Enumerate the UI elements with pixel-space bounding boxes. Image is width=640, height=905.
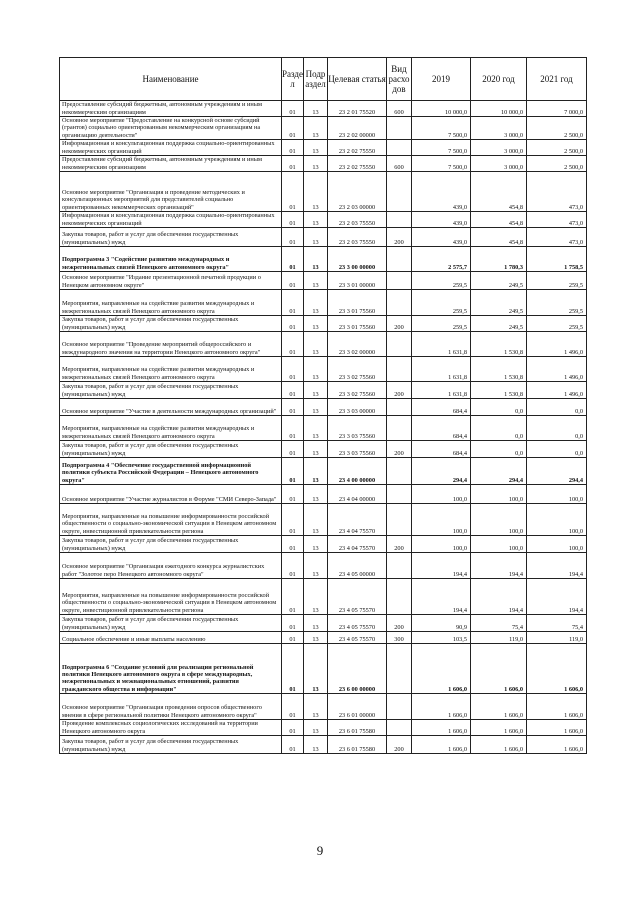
row-subsection: 13: [304, 172, 328, 212]
table-row: [60, 316, 587, 332]
row-value-2021: 1 496,0: [527, 357, 587, 382]
row-value-2021: 1 496,0: [527, 332, 587, 357]
row-value-2020: 194,4: [471, 579, 527, 615]
row-name: Закупка товаров, работ и услуг для обеспечения государственных (муниципальных) нужд: [60, 736, 282, 754]
row-name: Предоставление субсидий бюджетным, автономным учреждениям и иным некоммерческим организациям: [60, 156, 282, 172]
row-section: 01: [282, 736, 304, 754]
row-name: Основное мероприятие "Организация ежегодного конкурса журналистских работ "Золотое перо Ненецкого автономного округа": [60, 553, 282, 579]
row-value-2021: 2 500,0: [527, 117, 587, 140]
row-subsection: 13: [304, 290, 328, 316]
header-year-2020: 2020 год: [471, 58, 527, 101]
row-name: Основное мероприятие "Участие в деятельности международных организаций": [60, 399, 282, 416]
row-value-2019: 90,9: [412, 615, 471, 632]
row-subsection: 13: [304, 458, 328, 485]
row-value-2020: 1 606,0: [471, 736, 527, 754]
row-value-2021: 194,4: [527, 579, 587, 615]
row-subsection: 13: [304, 416, 328, 441]
row-expense-type: [387, 399, 412, 416]
row-value-2021: 0,0: [527, 399, 587, 416]
table-row: [60, 357, 587, 382]
row-value-2020: 3 000,0: [471, 140, 527, 156]
row-value-2019: 1 606,0: [412, 694, 471, 720]
row-subsection: 13: [304, 536, 328, 553]
row-value-2019: 1 631,8: [412, 332, 471, 357]
row-subsection: 13: [304, 615, 328, 632]
row-subsection: 13: [304, 632, 328, 644]
row-value-2019: 259,5: [412, 290, 471, 316]
row-expense-type: 200: [387, 615, 412, 632]
row-value-2020: 454,8: [471, 212, 527, 228]
row-value-2019: 1 606,0: [412, 644, 471, 694]
header-name: Наименование: [60, 58, 282, 101]
row-value-2020: 0,0: [471, 399, 527, 416]
row-name: Закупка товаров, работ и услуг для обеспечения государственных (муниципальных) нужд: [60, 615, 282, 632]
table-row: [60, 272, 587, 290]
row-name: Подпрограмма 6 "Создание условий для реализации региональной политики Ненецкого автономного округа в сфере международных, межрегиональных и межнациональных отношений, развития гражданского общества и информации": [60, 644, 282, 694]
row-section: 01: [282, 536, 304, 553]
row-target-article: 23 3 02 75560: [328, 382, 387, 399]
row-value-2019: 259,5: [412, 272, 471, 290]
row-subsection: 13: [304, 247, 328, 272]
row-subsection: 13: [304, 228, 328, 247]
row-name: Мероприятия, направленные на повышение информированности российской общественности о социально-экономической ситуации в Ненецком автономном округе, инвестиционной привлекательности региона: [60, 504, 282, 536]
row-section: 01: [282, 720, 304, 736]
row-section: 01: [282, 212, 304, 228]
row-expense-type: 200: [387, 736, 412, 754]
row-name: Основное мероприятие "Организация и проведение методических и консультационных мероприятий для представителей социально ориентированных некоммерческих организаций": [60, 172, 282, 212]
row-subsection: 13: [304, 736, 328, 754]
row-value-2019: 7 500,0: [412, 117, 471, 140]
row-value-2021: 1 606,0: [527, 720, 587, 736]
row-target-article: 23 3 01 00000: [328, 272, 387, 290]
row-value-2021: 1 758,5: [527, 247, 587, 272]
row-value-2020: 3 000,0: [471, 156, 527, 172]
table-row: [60, 694, 587, 720]
row-value-2019: 7 500,0: [412, 140, 471, 156]
row-value-2019: 100,0: [412, 536, 471, 553]
row-section: 01: [282, 140, 304, 156]
row-value-2020: 1 530,8: [471, 382, 527, 399]
table-row: [60, 228, 587, 247]
row-value-2021: 100,0: [527, 504, 587, 536]
row-name: Основное мероприятие "Организация проведения опросов общественного мнения в сфере региональной политики Ненецкого автономного округа": [60, 694, 282, 720]
row-section: 01: [282, 416, 304, 441]
row-section: 01: [282, 694, 304, 720]
row-value-2020: 0,0: [471, 416, 527, 441]
table-row: [60, 553, 587, 579]
row-section: 01: [282, 441, 304, 458]
row-value-2019: 439,0: [412, 212, 471, 228]
row-value-2019: 1 631,8: [412, 357, 471, 382]
row-section: 01: [282, 272, 304, 290]
row-section: 01: [282, 458, 304, 485]
row-expense-type: 600: [387, 101, 412, 117]
row-value-2021: 473,0: [527, 228, 587, 247]
row-value-2021: 75,4: [527, 615, 587, 632]
row-value-2019: 294,4: [412, 458, 471, 485]
row-value-2020: 1 530,8: [471, 357, 527, 382]
row-value-2019: 439,0: [412, 172, 471, 212]
row-value-2020: 0,0: [471, 441, 527, 458]
row-target-article: 23 3 03 75560: [328, 441, 387, 458]
row-value-2020: 249,5: [471, 272, 527, 290]
table-row: [60, 117, 587, 140]
row-expense-type: [387, 247, 412, 272]
row-subsection: 13: [304, 485, 328, 504]
row-expense-type: 600: [387, 156, 412, 172]
row-subsection: 13: [304, 332, 328, 357]
header-section: Разде л: [282, 58, 304, 101]
row-value-2019: 2 575,7: [412, 247, 471, 272]
row-name: Закупка товаров, работ и услуг для обеспечения государственных (муниципальных) нужд: [60, 536, 282, 553]
row-expense-type: [387, 272, 412, 290]
row-expense-type: [387, 172, 412, 212]
row-value-2019: 439,0: [412, 228, 471, 247]
row-subsection: 13: [304, 156, 328, 172]
row-subsection: 13: [304, 357, 328, 382]
row-subsection: 13: [304, 382, 328, 399]
row-target-article: 23 6 01 00000: [328, 694, 387, 720]
row-value-2020: 119,0: [471, 632, 527, 644]
row-value-2020: 1 780,3: [471, 247, 527, 272]
row-expense-type: [387, 357, 412, 382]
row-subsection: 13: [304, 212, 328, 228]
table-row: [60, 101, 587, 117]
table-row: [60, 736, 587, 754]
row-target-article: 23 4 00 00000: [328, 458, 387, 485]
row-subsection: 13: [304, 316, 328, 332]
row-name: Основное мероприятие "Участие журналистов в Форуме "СМИ Северо-Запада": [60, 485, 282, 504]
row-expense-type: [387, 553, 412, 579]
row-expense-type: [387, 644, 412, 694]
row-expense-type: 200: [387, 382, 412, 399]
table-row: [60, 290, 587, 316]
table-row: [60, 382, 587, 399]
table-row: [60, 247, 587, 272]
table-row: [60, 632, 587, 644]
row-name: Основное мероприятие "Проведение мероприятий общероссийского и международного значения на территории Ненецкого автономного округа": [60, 332, 282, 357]
table-row: [60, 332, 587, 357]
row-target-article: 23 2 02 00000: [328, 117, 387, 140]
row-value-2019: 100,0: [412, 504, 471, 536]
row-subsection: 13: [304, 117, 328, 140]
row-target-article: 23 2 03 75550: [328, 228, 387, 247]
row-value-2021: 473,0: [527, 172, 587, 212]
row-value-2020: 100,0: [471, 485, 527, 504]
row-name: Закупка товаров, работ и услуг для обеспечения государственных (муниципальных) нужд: [60, 441, 282, 458]
row-subsection: 13: [304, 504, 328, 536]
row-expense-type: [387, 212, 412, 228]
row-expense-type: [387, 694, 412, 720]
table-row: [60, 399, 587, 416]
row-name: Мероприятия, направленные на содействие развития международных и межрегиональных связей Ненецкого автономного округа: [60, 416, 282, 441]
row-section: 01: [282, 485, 304, 504]
row-value-2021: 0,0: [527, 441, 587, 458]
table-row: [60, 416, 587, 441]
row-expense-type: [387, 290, 412, 316]
row-name: Информационная и консультационная поддержка социально-ориентированных некоммерческих организаций: [60, 140, 282, 156]
header-expense-type: Вид расхо дов: [387, 58, 412, 101]
row-value-2020: 194,4: [471, 553, 527, 579]
row-name: Мероприятия, направленные на содействие развития международных и межрегиональных связей Ненецкого автономного округа: [60, 357, 282, 382]
row-target-article: 23 6 00 00000: [328, 644, 387, 694]
table-row: [60, 579, 587, 615]
row-value-2019: 7 500,0: [412, 156, 471, 172]
row-section: 01: [282, 615, 304, 632]
row-expense-type: [387, 416, 412, 441]
row-subsection: 13: [304, 644, 328, 694]
row-value-2019: 100,0: [412, 485, 471, 504]
table-row: [60, 615, 587, 632]
row-section: 01: [282, 290, 304, 316]
table-row: [60, 156, 587, 172]
row-value-2020: 75,4: [471, 615, 527, 632]
row-target-article: 23 4 04 75570: [328, 504, 387, 536]
row-expense-type: 200: [387, 536, 412, 553]
row-section: 01: [282, 101, 304, 117]
row-section: 01: [282, 632, 304, 644]
row-value-2019: 10 000,0: [412, 101, 471, 117]
row-section: 01: [282, 156, 304, 172]
header-year-2019: 2019: [412, 58, 471, 101]
row-value-2020: 3 000,0: [471, 117, 527, 140]
row-target-article: 23 3 00 00000: [328, 247, 387, 272]
row-value-2020: 1 530,8: [471, 332, 527, 357]
row-target-article: 23 4 05 75570: [328, 615, 387, 632]
row-value-2021: 100,0: [527, 536, 587, 553]
row-target-article: 23 4 05 00000: [328, 553, 387, 579]
table-row: [60, 212, 587, 228]
row-subsection: 13: [304, 399, 328, 416]
row-value-2021: 473,0: [527, 212, 587, 228]
row-target-article: 23 3 01 75560: [328, 290, 387, 316]
row-name: Закупка товаров, работ и услуг для обеспечения государственных (муниципальных) нужд: [60, 382, 282, 399]
row-value-2020: 1 606,0: [471, 694, 527, 720]
row-target-article: 23 2 02 75550: [328, 140, 387, 156]
table-row: [60, 644, 587, 694]
row-value-2020: 100,0: [471, 536, 527, 553]
row-value-2021: 194,4: [527, 553, 587, 579]
row-value-2021: 1 496,0: [527, 382, 587, 399]
row-value-2021: 1 606,0: [527, 736, 587, 754]
row-value-2020: 1 606,0: [471, 644, 527, 694]
header-subsection: Подр аздел: [304, 58, 328, 101]
row-expense-type: [387, 485, 412, 504]
row-target-article: 23 3 03 00000: [328, 399, 387, 416]
row-value-2021: 259,5: [527, 272, 587, 290]
row-subsection: 13: [304, 579, 328, 615]
row-expense-type: [387, 458, 412, 485]
row-subsection: 13: [304, 441, 328, 458]
header-year-2021: 2021 год: [527, 58, 587, 101]
row-name: Закупка товаров, работ и услуг для обеспечения государственных (муниципальных) нужд: [60, 228, 282, 247]
row-expense-type: [387, 579, 412, 615]
row-name: Мероприятия, направленные на повышение информированности российской общественности о социально-экономической ситуации в Ненецком автономном округе, инвестиционной привлекательности региона: [60, 579, 282, 615]
row-subsection: 13: [304, 272, 328, 290]
row-value-2020: 249,5: [471, 290, 527, 316]
row-name: Проведение комплексных социологических исследований на территории Ненецкого автономного округа: [60, 720, 282, 736]
row-section: 01: [282, 117, 304, 140]
row-value-2021: 1 606,0: [527, 644, 587, 694]
row-target-article: 23 6 01 75580: [328, 736, 387, 754]
row-value-2021: 259,5: [527, 290, 587, 316]
row-target-article: 23 3 02 00000: [328, 332, 387, 357]
row-section: 01: [282, 504, 304, 536]
row-target-article: 23 2 02 75550: [328, 156, 387, 172]
row-value-2021: 2 500,0: [527, 156, 587, 172]
row-value-2020: 10 000,0: [471, 101, 527, 117]
row-subsection: 13: [304, 140, 328, 156]
row-name: Подпрограмма 4 "Обеспечение государственной информационной политики субъекта Российской Федерации – Ненецкого автономного округа": [60, 458, 282, 485]
row-subsection: 13: [304, 553, 328, 579]
row-section: 01: [282, 579, 304, 615]
row-value-2019: 1 631,8: [412, 382, 471, 399]
header-target-article: Целевая статья: [328, 58, 387, 101]
row-target-article: 23 4 04 75570: [328, 536, 387, 553]
row-value-2021: 294,4: [527, 458, 587, 485]
row-subsection: 13: [304, 720, 328, 736]
row-target-article: 23 4 05 75570: [328, 632, 387, 644]
row-target-article: 23 3 01 75560: [328, 316, 387, 332]
row-section: 01: [282, 382, 304, 399]
row-value-2019: 684,4: [412, 399, 471, 416]
row-name: Социальное обеспечение и иные выплаты населению: [60, 632, 282, 644]
row-target-article: 23 3 02 75560: [328, 357, 387, 382]
row-expense-type: 200: [387, 228, 412, 247]
row-name: Информационная и консультационная поддержка социально-ориентированных некоммерческих организаций: [60, 212, 282, 228]
row-expense-type: [387, 140, 412, 156]
row-name: Мероприятия, направленные на содействие развития международных и межрегиональных связей Ненецкого автономного округа: [60, 290, 282, 316]
row-target-article: 23 3 03 75560: [328, 416, 387, 441]
row-name: Подпрограмма 3 "Содействие развитию международных и межрегиональных связей Ненецкого автономного округа": [60, 247, 282, 272]
row-value-2021: 259,5: [527, 316, 587, 332]
row-value-2019: 194,4: [412, 553, 471, 579]
table-row: [60, 485, 587, 504]
row-value-2020: 294,4: [471, 458, 527, 485]
row-target-article: 23 2 01 75520: [328, 101, 387, 117]
table-row: [60, 504, 587, 536]
row-section: 01: [282, 332, 304, 357]
row-expense-type: 200: [387, 316, 412, 332]
row-name: Закупка товаров, работ и услуг для обеспечения государственных (муниципальных) нужд: [60, 316, 282, 332]
row-value-2019: 1 606,0: [412, 720, 471, 736]
row-expense-type: 300: [387, 632, 412, 644]
table-row: [60, 172, 587, 212]
table-row: [60, 720, 587, 736]
page-number: 9: [316, 843, 324, 858]
row-value-2020: 100,0: [471, 504, 527, 536]
row-name: Предоставление субсидий бюджетным, автономным учреждениям и иным некоммерческим организациям: [60, 101, 282, 117]
row-value-2021: 0,0: [527, 416, 587, 441]
row-value-2019: 103,5: [412, 632, 471, 644]
table-row: [60, 536, 587, 553]
row-section: 01: [282, 228, 304, 247]
row-target-article: 23 4 04 00000: [328, 485, 387, 504]
table-row: [60, 458, 587, 485]
row-section: 01: [282, 399, 304, 416]
table-row: [60, 441, 587, 458]
row-value-2021: 100,0: [527, 485, 587, 504]
row-expense-type: [387, 117, 412, 140]
row-expense-type: [387, 332, 412, 357]
row-value-2019: 259,5: [412, 316, 471, 332]
table-row: [60, 140, 587, 156]
row-expense-type: 200: [387, 441, 412, 458]
row-value-2021: 2 500,0: [527, 140, 587, 156]
row-value-2021: 119,0: [527, 632, 587, 644]
row-expense-type: [387, 720, 412, 736]
row-name: Основное мероприятие "Предоставление на конкурсной основе субсидий (грантов) социально ориентированным некоммерческим организациям на организацию деятельности": [60, 117, 282, 140]
row-subsection: 13: [304, 101, 328, 117]
row-value-2019: 684,4: [412, 416, 471, 441]
row-value-2019: 1 606,0: [412, 736, 471, 754]
budget-table: [59, 57, 587, 754]
header-row: [60, 58, 587, 101]
row-section: 01: [282, 553, 304, 579]
row-expense-type: [387, 504, 412, 536]
row-target-article: 23 2 03 00000: [328, 172, 387, 212]
row-section: 01: [282, 316, 304, 332]
row-value-2021: 1 606,0: [527, 694, 587, 720]
row-section: 01: [282, 247, 304, 272]
row-value-2019: 684,4: [412, 441, 471, 458]
row-target-article: 23 2 03 75550: [328, 212, 387, 228]
row-value-2020: 454,8: [471, 228, 527, 247]
row-section: 01: [282, 172, 304, 212]
row-value-2021: 7 000,0: [527, 101, 587, 117]
row-target-article: 23 4 05 75570: [328, 579, 387, 615]
row-value-2020: 1 606,0: [471, 720, 527, 736]
row-value-2019: 194,4: [412, 579, 471, 615]
row-value-2020: 454,8: [471, 172, 527, 212]
row-target-article: 23 6 01 75580: [328, 720, 387, 736]
row-subsection: 13: [304, 694, 328, 720]
table-body: [60, 101, 587, 754]
row-value-2020: 249,5: [471, 316, 527, 332]
row-section: 01: [282, 644, 304, 694]
row-section: 01: [282, 357, 304, 382]
row-name: Основное мероприятие "Издание презентационной печатной продукции о Ненецком автономном округе": [60, 272, 282, 290]
